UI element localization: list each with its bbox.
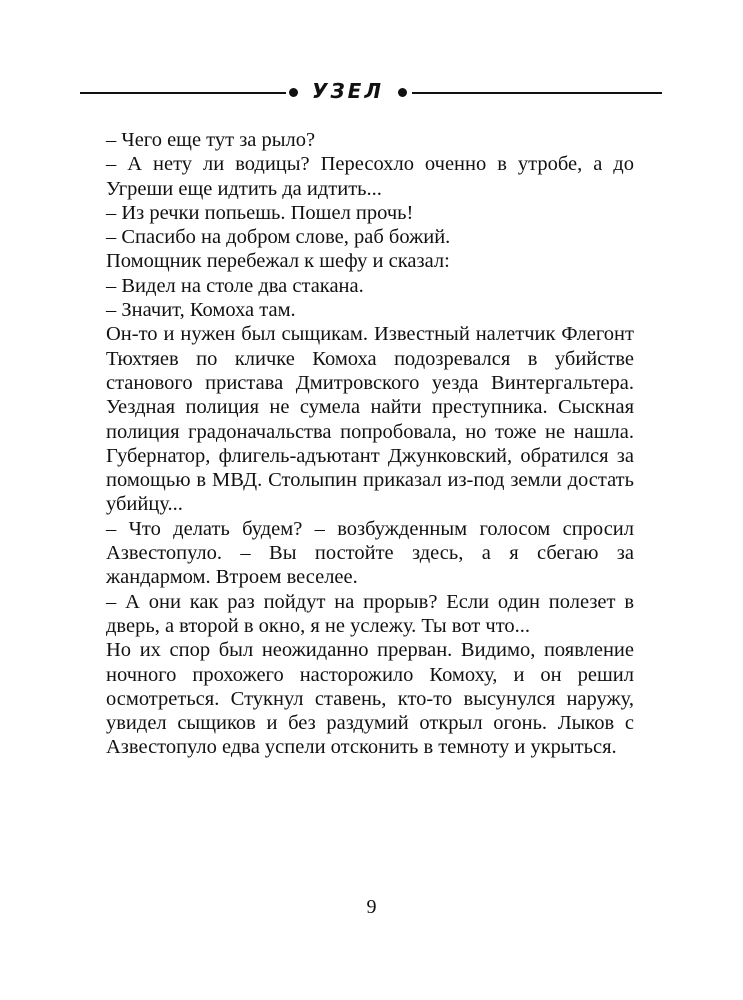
paragraph: – Спасибо на добром слове, раб божий.: [106, 226, 451, 249]
header-rule-right: [412, 92, 662, 94]
body-text: [106, 128, 634, 760]
paragraph: – Значит, Комоха там.: [106, 299, 296, 322]
header-dot-right: [398, 88, 407, 97]
paragraph: Он-то и нужен был сыщикам. Известный налетчик Флегонт Тюхтяев по кличке Комоха подозревался в убийстве станового пристава Дмитровского уезда Винтергальтера. Уездная полиция не сумела найти преступника. Сыскная полиция градоначальства попробовала, но тоже не нашла. Губернатор, флигель-адъютант Джунковский, обратился за помощью в МВД. Столыпин приказал из-под земли достать убийцу...: [106, 323, 634, 516]
paragraph: – Из речки попьешь. Пошел прочь!: [106, 201, 414, 224]
paragraph: – А они как раз пойдут на прорыв? Если один полезет в дверь, а второй в окно, я не услежу. Ты вот что...: [106, 590, 634, 637]
paragraph: Но их спор был неожиданно прерван. Видимо, появление ночного прохожего насторожило Комоху, и он решил осмотреться. Стукнул ставень, кто-то высунулся наружу, увидел сыщиков и без раздумий открыл огонь. Лыков с Азвестопуло едва успели отсконить в темноту и укрыться.: [106, 639, 634, 759]
running-header-title: УЗЕЛ: [312, 79, 384, 103]
paragraph: – Видел на столе два стакана.: [106, 274, 364, 297]
paragraph: – Чего еще тут за рыло?: [106, 129, 316, 151]
running-header: [80, 76, 662, 106]
paragraph: Помощник перебежал к шефу и сказал:: [106, 250, 450, 273]
paragraph: – Что делать будем? – возбужденным голосом спросил Азвестопуло. – Вы постойте здесь, а я сбегаю за жандармом. Втроем веселее.: [106, 517, 634, 589]
page-number: 9: [366, 896, 377, 918]
header-dot-left: [289, 88, 298, 97]
paragraph: – А нету ли водицы? Пересохло оченно в утробе, а до Угреши еще идтить да идтить...: [106, 153, 634, 200]
header-rule-left: [80, 92, 286, 94]
